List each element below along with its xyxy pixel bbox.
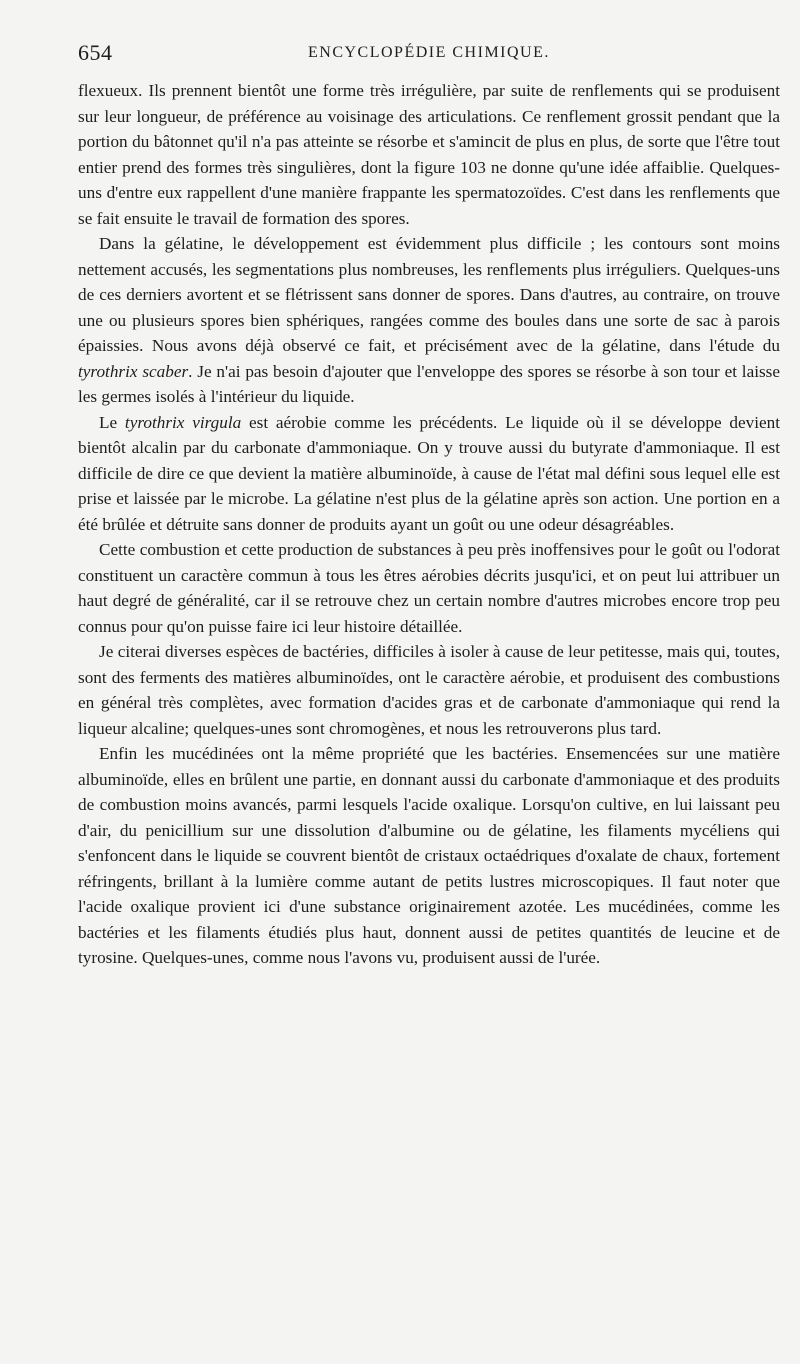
paragraph-2: Dans la gélatine, le développement est évidemment plus difficile ; les contours sont moins nettement accusés, les segmentations plus nombreuses, les renflements plus irréguliers. Quelques-uns de ces derniers avortent et se flétrissent sans donner de spores. Dans d'autres, au contraire, on trouve une ou plusieurs spores bien sphériques, rangées comme des boules dans une sorte de sac à parois épaissies. Nous avons déjà observé ce fait, et précisément avec de la gélatine, dans l'étude du tyrothrix scaber. Je n'ai pas besoin d'ajouter que l'enveloppe des spores se résorbe à son tour et laisse les germes isolés à l'intérieur du liquide.: [78, 234, 780, 406]
paragraph-4: Cette combustion et cette production de substances à peu près inoffensives pour le goût ou l'odorat constituent un caractère commun à tous les êtres aérobies décrits jusqu'ici, et on peut lui attribuer un haut degré de généralité, car il se retrouve chez un certain nombre d'autres microbes encore trop peu connus pour qu'on puisse faire ici leur histoire détaillée.: [78, 540, 780, 636]
paragraph-1: flexueux. Ils prennent bientôt une forme très irrégulière, par suite de renflements qui se produisent sur leur longueur, de préférence au voisinage des articulations. Ce renflement grossit pendant que la portion du bâtonnet qu'il n'a pas atteinte se résorbe et s'amincit de plus en plus, de sorte que l'être tout entier prend des formes très singulières, dont la figure 103 ne donne qu'une idée affaiblie. Quelques-uns d'entre eux rappellent d'une manière frappante les spermatozoïdes. C'est dans les renflements que se fait ensuite le travail de formation des spores.: [78, 81, 780, 228]
page-header: [78, 40, 800, 70]
running-title: ENCYCLOPÉDIE CHIMIQUE.: [308, 44, 550, 61]
paragraph-6: Enfin les mucédinées ont la même propriété que les bactéries. Ensemencées sur une matière albuminoïde, elles en brûlent une partie, en donnant aussi du carbonate d'ammoniaque et des produits de combustion moins avancés, parmi lesquels l'acide oxalique. Lorsqu'on cultive, en lui laissant peu d'air, du penicillium sur une dissolution d'albumine ou de gélatine, les filaments mycéliens qui s'enfoncent dans le liquide se couvrent bientôt de cristaux octaédriques d'oxalate de chaux, fortement réfringents, brillant à la lumière comme autant de petits lustres microscopiques. Il faut noter que l'acide oxalique provient ici d'une substance originairement azotée. Les mucédinées, comme les bactéries et les filaments étudiés plus haut, donnent aussi de petites quantités de leucine et de tyrosine. Quelques-unes, comme nous l'avons vu, produisent aussi de l'urée.: [78, 744, 780, 967]
paragraph-3: Le tyrothrix virgula est aérobie comme les précédents. Le liquide où il se développe devient bientôt alcalin par du carbonate d'ammoniaque. On y trouve aussi du butyrate d'ammoniaque. Il est difficile de dire ce que devient la matière albuminoïde, à cause de l'état mal défini sous lequel elle est prise et laissée par le microbe. La gélatine n'est plus de la gélatine après son action. Une portion en a été brûlée et détruite sans donner de produits ayant un goût ou une odeur désagréables.: [78, 412, 780, 534]
body-text: [78, 78, 780, 971]
page-number: 654: [78, 40, 113, 65]
paragraph-5: Je citerai diverses espèces de bactéries, difficiles à isoler à cause de leur petitesse, mais qui, toutes, sont des ferments des matières albuminoïdes, ont le caractère aérobie, et produisent des combustions en général très complètes, avec formation d'acides gras et de carbonate d'ammoniaque qui rend la liqueur alcaline; quelques-unes sont chromogènes, et nous les retrouverons plus tard.: [78, 642, 780, 738]
